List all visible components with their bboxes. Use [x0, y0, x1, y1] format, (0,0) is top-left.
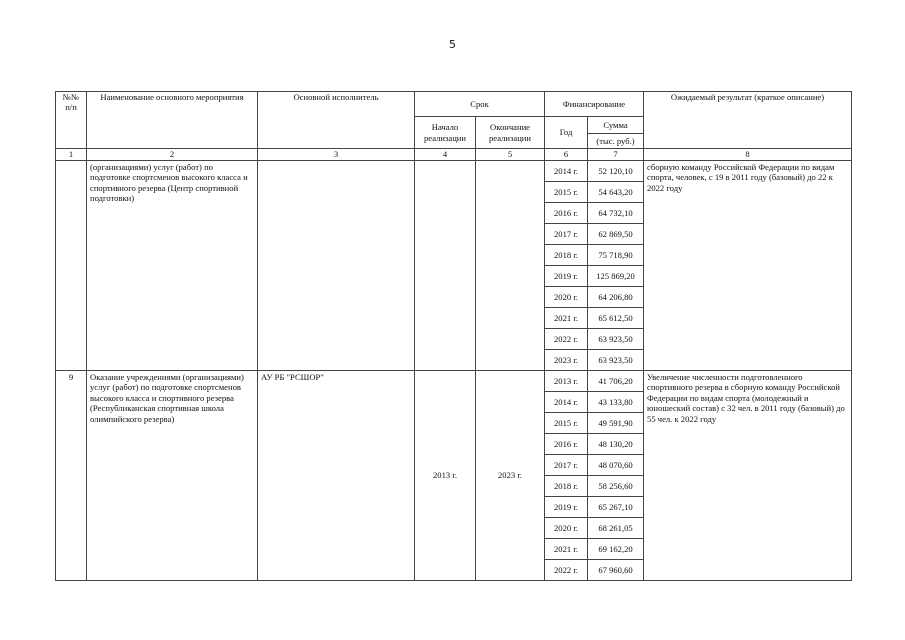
financing-year: 2018 г.: [545, 245, 588, 266]
financing-sum: 64 732,10: [588, 203, 644, 224]
end-date: 2023 г.: [476, 371, 545, 581]
financing-sum: 52 120,10: [588, 161, 644, 182]
table-header: [56, 92, 852, 161]
header-executor: Основной исполнитель: [258, 92, 415, 149]
row-number: [56, 161, 87, 371]
header-sum: Сумма: [588, 117, 644, 134]
financing-year: 2020 г.: [545, 287, 588, 308]
table-row: [56, 161, 852, 182]
header-result: Ожидаемый результат (краткое описание): [644, 92, 852, 149]
column-number: 8: [644, 149, 852, 161]
financing-sum: 65 612,50: [588, 308, 644, 329]
financing-sum: 68 261,05: [588, 518, 644, 539]
column-number: 1: [56, 149, 87, 161]
header-sum-unit: (тыс. руб.): [588, 134, 644, 149]
financing-sum: 65 267,10: [588, 497, 644, 518]
financing-sum: 62 869,50: [588, 224, 644, 245]
executor: АУ РБ "РСШОР": [258, 371, 415, 581]
financing-year: 2022 г.: [545, 329, 588, 350]
activity-name: Оказание учреждениями (организациями) услуг (работ) по подготовке спортсменов высокого класса и спортивного резерва (Республиканская спортивная школа олимпийского резерва): [87, 371, 258, 581]
financing-year: 2022 г.: [545, 560, 588, 581]
financing-sum: 63 923,50: [588, 329, 644, 350]
expected-result: сборную команду Российской Федерации по видам спорта, человек, с 19 в 2011 году (базовый) до 22 к 2022 году: [644, 161, 852, 371]
column-number: 3: [258, 149, 415, 161]
row-number: 9: [56, 371, 87, 581]
financing-sum: 75 718,90: [588, 245, 644, 266]
column-number: 6: [545, 149, 588, 161]
program-table: [55, 91, 852, 581]
start-date: 2013 г.: [415, 371, 476, 581]
financing-year: 2015 г.: [545, 182, 588, 203]
header-financing: Финансирование: [545, 92, 644, 117]
financing-sum: 69 162,20: [588, 539, 644, 560]
executor: [258, 161, 415, 371]
financing-sum: 48 070,60: [588, 455, 644, 476]
header-end: Окончание реализации: [476, 117, 545, 149]
financing-year: 2014 г.: [545, 161, 588, 182]
header-year: Год: [545, 117, 588, 149]
column-number: 2: [87, 149, 258, 161]
financing-year: 2020 г.: [545, 518, 588, 539]
financing-year: 2013 г.: [545, 371, 588, 392]
table-row: [56, 371, 852, 392]
header-no: №№ п/п: [56, 92, 87, 149]
page-number: 5: [449, 38, 456, 51]
financing-year: 2019 г.: [545, 266, 588, 287]
financing-sum: 41 706,20: [588, 371, 644, 392]
column-number: 7: [588, 149, 644, 161]
financing-year: 2015 г.: [545, 413, 588, 434]
header-start: Начало реализации: [415, 117, 476, 149]
financing-sum: 125 869,20: [588, 266, 644, 287]
financing-year: 2017 г.: [545, 455, 588, 476]
header-name: Наименование основного мероприятия: [87, 92, 258, 149]
financing-year: 2017 г.: [545, 224, 588, 245]
financing-sum: 49 591,90: [588, 413, 644, 434]
financing-year: 2016 г.: [545, 434, 588, 455]
financing-sum: 54 643,20: [588, 182, 644, 203]
activity-name: (организациями) услуг (работ) по подготовке спортсменов высокого класса и спортивного резерва (Центр спортивной подготовки): [87, 161, 258, 371]
financing-year: 2016 г.: [545, 203, 588, 224]
header-term: Срок: [415, 92, 545, 117]
financing-sum: 58 256,60: [588, 476, 644, 497]
financing-sum: 63 923,50: [588, 350, 644, 371]
expected-result: Увеличение численности подготовленного спортивного резерва в сборную команду Российской Федерации по видам спорта (молодежный и юношеский состав) с 32 чел. в 2011 году (базовый) до 55 чел. к 2022 году: [644, 371, 852, 581]
financing-sum: 48 130,20: [588, 434, 644, 455]
financing-year: 2021 г.: [545, 308, 588, 329]
financing-sum: 64 206,80: [588, 287, 644, 308]
start-date: [415, 161, 476, 371]
end-date: [476, 161, 545, 371]
column-number: 5: [476, 149, 545, 161]
column-numbers-row: [56, 149, 852, 161]
financing-year: 2014 г.: [545, 392, 588, 413]
column-number: 4: [415, 149, 476, 161]
financing-year: 2021 г.: [545, 539, 588, 560]
financing-sum: 43 133,80: [588, 392, 644, 413]
table-body: [56, 161, 852, 581]
financing-sum: 67 960,60: [588, 560, 644, 581]
financing-year: 2018 г.: [545, 476, 588, 497]
financing-year: 2023 г.: [545, 350, 588, 371]
financing-year: 2019 г.: [545, 497, 588, 518]
